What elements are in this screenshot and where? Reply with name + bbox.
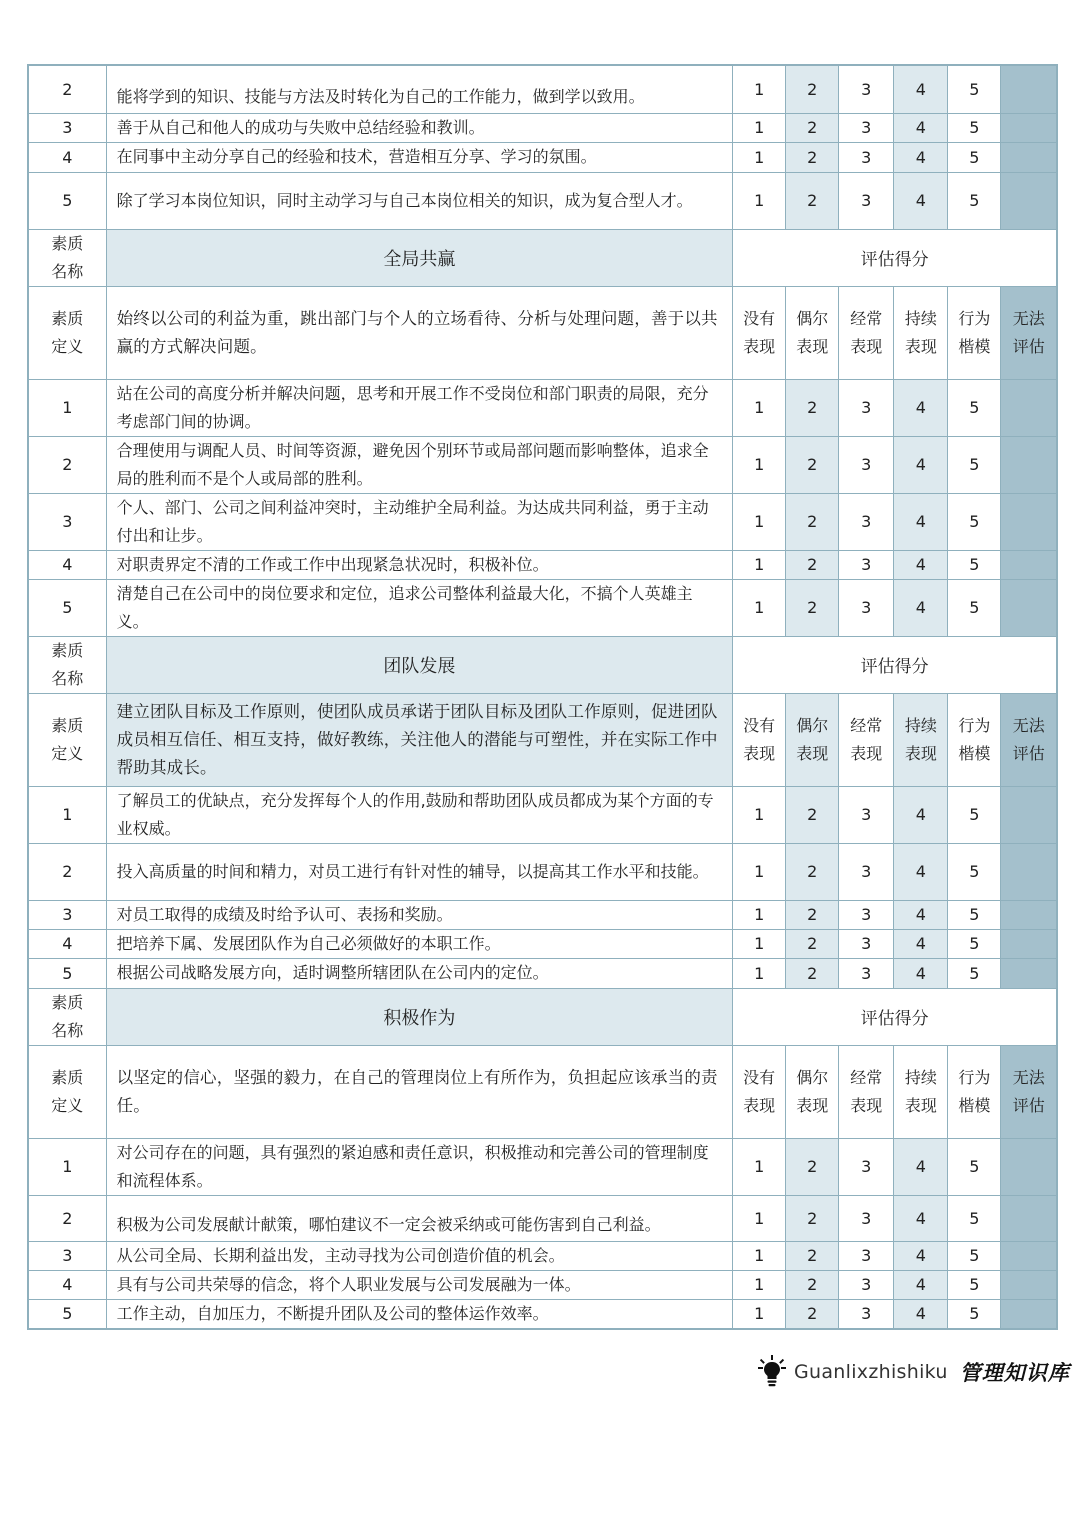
item-number: 3 <box>28 113 106 142</box>
item-number: 1 <box>28 786 106 843</box>
score-option-4[interactable]: 4 <box>894 1270 948 1299</box>
item-description: 对职责界定不清的工作或工作中出现紧急状况时，积极补位。 <box>106 550 733 579</box>
section-definition-row <box>28 286 1057 379</box>
item-row <box>28 1299 1057 1329</box>
quality-definition-label: 素质 定义 <box>28 286 106 379</box>
item-number: 2 <box>28 843 106 900</box>
score-option-5[interactable]: 5 <box>948 1138 1001 1195</box>
item-number: 2 <box>28 436 106 493</box>
section-title: 全局共赢 <box>106 229 733 286</box>
score-option-3[interactable]: 3 <box>839 1195 894 1241</box>
score-option-3[interactable]: 3 <box>839 1138 894 1195</box>
quality-name-label: 素质 名称 <box>28 636 106 693</box>
not-assessable-cell[interactable] <box>1001 900 1057 929</box>
section-title-row <box>28 636 1057 693</box>
level-header-2: 偶尔 表现 <box>786 693 839 786</box>
quality-definition-label: 素质 定义 <box>28 693 106 786</box>
score-option-1[interactable]: 1 <box>733 142 786 172</box>
not-assessable-cell[interactable] <box>1001 172 1057 229</box>
score-option-1[interactable]: 1 <box>733 1270 786 1299</box>
score-option-4[interactable]: 4 <box>894 786 948 843</box>
section-title: 积极作为 <box>106 988 733 1045</box>
score-option-4[interactable]: 4 <box>894 579 948 636</box>
item-number: 2 <box>28 65 106 113</box>
score-option-3[interactable]: 3 <box>839 142 894 172</box>
item-number: 3 <box>28 900 106 929</box>
score-option-2[interactable]: 2 <box>786 172 839 229</box>
not-assessable-cell[interactable] <box>1001 436 1057 493</box>
score-option-1[interactable]: 1 <box>733 929 786 958</box>
score-option-5[interactable]: 5 <box>948 65 1001 113</box>
level-header-6: 无法 评估 <box>1001 286 1057 379</box>
level-header-5: 行为 楷模 <box>948 693 1001 786</box>
level-header-1: 没有 表现 <box>733 1045 786 1138</box>
score-option-4[interactable]: 4 <box>894 436 948 493</box>
level-header-4: 持续 表现 <box>894 1045 948 1138</box>
level-header-4: 持续 表现 <box>894 286 948 379</box>
score-option-2[interactable]: 2 <box>786 929 839 958</box>
score-option-2[interactable]: 2 <box>786 142 839 172</box>
lightbulb-icon <box>758 1355 786 1389</box>
item-description: 站在公司的高度分析并解决问题，思考和开展工作不受岗位和部门职责的局限，充分考虑部门间的协调。 <box>106 379 733 436</box>
score-option-3[interactable]: 3 <box>839 929 894 958</box>
score-option-1[interactable]: 1 <box>733 958 786 988</box>
score-option-5[interactable]: 5 <box>948 786 1001 843</box>
score-option-5[interactable]: 5 <box>948 436 1001 493</box>
item-row <box>28 113 1057 142</box>
level-header-2: 偶尔 表现 <box>786 1045 839 1138</box>
score-option-3[interactable]: 3 <box>839 1241 894 1270</box>
item-number: 4 <box>28 929 106 958</box>
not-assessable-cell[interactable] <box>1001 65 1057 113</box>
item-number: 5 <box>28 1299 106 1329</box>
score-option-3[interactable]: 3 <box>839 1270 894 1299</box>
score-option-1[interactable]: 1 <box>733 65 786 113</box>
score-option-2[interactable]: 2 <box>786 493 839 550</box>
level-header-3: 经常 表现 <box>839 286 894 379</box>
score-option-4[interactable]: 4 <box>894 379 948 436</box>
score-option-3[interactable]: 3 <box>839 579 894 636</box>
level-header-3: 经常 表现 <box>839 1045 894 1138</box>
score-option-5[interactable]: 5 <box>948 929 1001 958</box>
score-option-1[interactable]: 1 <box>733 172 786 229</box>
not-assessable-cell[interactable] <box>1001 1241 1057 1270</box>
not-assessable-cell[interactable] <box>1001 1138 1057 1195</box>
score-option-3[interactable]: 3 <box>839 843 894 900</box>
score-option-3[interactable]: 3 <box>839 786 894 843</box>
evaluation-score-label: 评估得分 <box>733 636 1057 693</box>
item-description: 了解员工的优缺点，充分发挥每个人的作用,鼓励和帮助团队成员都成为某个方面的专业权威。 <box>106 786 733 843</box>
item-row <box>28 1138 1057 1195</box>
score-option-5[interactable]: 5 <box>948 1299 1001 1329</box>
evaluation-score-label: 评估得分 <box>733 229 1057 286</box>
level-header-6: 无法 评估 <box>1001 1045 1057 1138</box>
score-option-4[interactable]: 4 <box>894 172 948 229</box>
score-option-1[interactable]: 1 <box>733 550 786 579</box>
section-definition-row <box>28 1045 1057 1138</box>
item-description: 工作主动，自加压力，不断提升团队及公司的整体运作效率。 <box>106 1299 733 1329</box>
score-option-4[interactable]: 4 <box>894 113 948 142</box>
score-option-5[interactable]: 5 <box>948 843 1001 900</box>
item-row <box>28 900 1057 929</box>
item-row <box>28 550 1057 579</box>
score-option-5[interactable]: 5 <box>948 493 1001 550</box>
item-description: 合理使用与调配人员、时间等资源，避免因个别环节或局部问题而影响整体，追求全局的胜利而不是个人或局部的胜利。 <box>106 436 733 493</box>
not-assessable-cell[interactable] <box>1001 379 1057 436</box>
item-description: 善于从自己和他人的成功与失败中总结经验和教训。 <box>106 113 733 142</box>
not-assessable-cell[interactable] <box>1001 579 1057 636</box>
not-assessable-cell[interactable] <box>1001 929 1057 958</box>
level-header-4: 持续 表现 <box>894 693 948 786</box>
score-option-5[interactable]: 5 <box>948 1241 1001 1270</box>
score-option-5[interactable]: 5 <box>948 958 1001 988</box>
score-option-5[interactable]: 5 <box>948 142 1001 172</box>
score-option-4[interactable]: 4 <box>894 1299 948 1329</box>
section-definition: 始终以公司的利益为重，跳出部门与个人的立场看待、分析与处理问题，善于以共赢的方式解决问题。 <box>106 286 733 379</box>
section-title-row <box>28 988 1057 1045</box>
score-option-1[interactable]: 1 <box>733 436 786 493</box>
item-number: 2 <box>28 1195 106 1241</box>
item-description: 积极为公司发展献计献策，哪怕建议不一定会被采纳或可能伤害到自己利益。 <box>106 1195 733 1241</box>
item-number: 4 <box>28 1270 106 1299</box>
brand-latin: Guanlixzhishiku <box>794 1361 948 1383</box>
not-assessable-cell[interactable] <box>1001 550 1057 579</box>
item-description: 把培养下属、发展团队作为自己必须做好的本职工作。 <box>106 929 733 958</box>
section-title-row <box>28 229 1057 286</box>
level-header-6: 无法 评估 <box>1001 693 1057 786</box>
score-option-1[interactable]: 1 <box>733 1241 786 1270</box>
score-option-1[interactable]: 1 <box>733 579 786 636</box>
score-option-5[interactable]: 5 <box>948 1270 1001 1299</box>
item-row <box>28 929 1057 958</box>
competency-table <box>27 64 1058 1330</box>
section-definition-row <box>28 693 1057 786</box>
score-option-2[interactable]: 2 <box>786 900 839 929</box>
score-option-2[interactable]: 2 <box>786 436 839 493</box>
score-option-2[interactable]: 2 <box>786 1241 839 1270</box>
score-option-5[interactable]: 5 <box>948 900 1001 929</box>
quality-definition-label: 素质 定义 <box>28 1045 106 1138</box>
score-option-1[interactable]: 1 <box>733 1195 786 1241</box>
score-option-3[interactable]: 3 <box>839 172 894 229</box>
level-header-5: 行为 楷模 <box>948 286 1001 379</box>
score-option-4[interactable]: 4 <box>894 1138 948 1195</box>
item-row <box>28 1241 1057 1270</box>
score-option-4[interactable]: 4 <box>894 958 948 988</box>
score-option-2[interactable]: 2 <box>786 958 839 988</box>
item-row <box>28 579 1057 636</box>
score-option-1[interactable]: 1 <box>733 843 786 900</box>
score-option-3[interactable]: 3 <box>839 113 894 142</box>
item-number: 1 <box>28 1138 106 1195</box>
score-option-3[interactable]: 3 <box>839 493 894 550</box>
score-option-4[interactable]: 4 <box>894 1241 948 1270</box>
not-assessable-cell[interactable] <box>1001 493 1057 550</box>
section-definition: 以坚定的信心，坚强的毅力，在自己的管理岗位上有所作为，负担起应该承当的责任。 <box>106 1045 733 1138</box>
item-number: 1 <box>28 379 106 436</box>
not-assessable-cell[interactable] <box>1001 843 1057 900</box>
item-description: 具有与公司共荣辱的信念，将个人职业发展与公司发展融为一体。 <box>106 1270 733 1299</box>
score-option-5[interactable]: 5 <box>948 379 1001 436</box>
score-option-2[interactable]: 2 <box>786 1138 839 1195</box>
item-number: 4 <box>28 550 106 579</box>
score-option-2[interactable]: 2 <box>786 1299 839 1329</box>
not-assessable-cell[interactable] <box>1001 786 1057 843</box>
level-header-2: 偶尔 表现 <box>786 286 839 379</box>
not-assessable-cell[interactable] <box>1001 142 1057 172</box>
score-option-5[interactable]: 5 <box>948 172 1001 229</box>
score-option-3[interactable]: 3 <box>839 65 894 113</box>
item-number: 3 <box>28 1241 106 1270</box>
item-row <box>28 65 1057 113</box>
not-assessable-cell[interactable] <box>1001 1270 1057 1299</box>
evaluation-score-label: 评估得分 <box>733 988 1057 1045</box>
item-description: 根据公司战略发展方向，适时调整所辖团队在公司内的定位。 <box>106 958 733 988</box>
score-option-4[interactable]: 4 <box>894 843 948 900</box>
item-number: 5 <box>28 958 106 988</box>
item-number: 5 <box>28 172 106 229</box>
item-description: 投入高质量的时间和精力，对员工进行有针对性的辅导，以提高其工作水平和技能。 <box>106 843 733 900</box>
score-option-5[interactable]: 5 <box>948 1195 1001 1241</box>
score-option-5[interactable]: 5 <box>948 113 1001 142</box>
level-header-1: 没有 表现 <box>733 286 786 379</box>
score-option-3[interactable]: 3 <box>839 436 894 493</box>
level-header-5: 行为 楷模 <box>948 1045 1001 1138</box>
item-row <box>28 1270 1057 1299</box>
item-description: 对公司存在的问题，具有强烈的紧迫感和责任意识，积极推动和完善公司的管理制度和流程体系。 <box>106 1138 733 1195</box>
section-title: 团队发展 <box>106 636 733 693</box>
item-row <box>28 142 1057 172</box>
item-description: 清楚自己在公司中的岗位要求和定位，追求公司整体利益最大化，不搞个人英雄主义。 <box>106 579 733 636</box>
item-description: 能将学到的知识、技能与方法及时转化为自己的工作能力，做到学以致用。 <box>106 65 733 113</box>
item-number: 3 <box>28 493 106 550</box>
item-row <box>28 172 1057 229</box>
score-option-2[interactable]: 2 <box>786 843 839 900</box>
score-option-1[interactable]: 1 <box>733 900 786 929</box>
item-number: 4 <box>28 142 106 172</box>
score-option-1[interactable]: 1 <box>733 493 786 550</box>
item-row <box>28 958 1057 988</box>
item-description: 对员工取得的成绩及时给予认可、表扬和奖励。 <box>106 900 733 929</box>
brand-footer <box>758 1352 1070 1392</box>
score-option-1[interactable]: 1 <box>733 1138 786 1195</box>
quality-name-label: 素质 名称 <box>28 988 106 1045</box>
level-header-3: 经常 表现 <box>839 693 894 786</box>
score-option-5[interactable]: 5 <box>948 550 1001 579</box>
score-option-1[interactable]: 1 <box>733 113 786 142</box>
score-option-3[interactable]: 3 <box>839 550 894 579</box>
item-row <box>28 786 1057 843</box>
item-row <box>28 843 1057 900</box>
item-row <box>28 436 1057 493</box>
score-option-4[interactable]: 4 <box>894 929 948 958</box>
score-option-2[interactable]: 2 <box>786 113 839 142</box>
not-assessable-cell[interactable] <box>1001 1299 1057 1329</box>
score-option-4[interactable]: 4 <box>894 142 948 172</box>
item-description: 从公司全局、长期利益出发，主动寻找为公司创造价值的机会。 <box>106 1241 733 1270</box>
score-option-4[interactable]: 4 <box>894 493 948 550</box>
score-option-2[interactable]: 2 <box>786 579 839 636</box>
item-row <box>28 379 1057 436</box>
score-option-1[interactable]: 1 <box>733 379 786 436</box>
item-description: 在同事中主动分享自己的经验和技术，营造相互分享、学习的氛围。 <box>106 142 733 172</box>
not-assessable-cell[interactable] <box>1001 1195 1057 1241</box>
score-option-3[interactable]: 3 <box>839 379 894 436</box>
score-option-2[interactable]: 2 <box>786 379 839 436</box>
score-option-2[interactable]: 2 <box>786 1195 839 1241</box>
not-assessable-cell[interactable] <box>1001 113 1057 142</box>
item-row <box>28 493 1057 550</box>
score-option-4[interactable]: 4 <box>894 900 948 929</box>
score-option-2[interactable]: 2 <box>786 550 839 579</box>
score-option-5[interactable]: 5 <box>948 579 1001 636</box>
quality-name-label: 素质 名称 <box>28 229 106 286</box>
item-row <box>28 1195 1057 1241</box>
score-option-1[interactable]: 1 <box>733 1299 786 1329</box>
score-option-2[interactable]: 2 <box>786 786 839 843</box>
score-option-2[interactable]: 2 <box>786 1270 839 1299</box>
item-number: 5 <box>28 579 106 636</box>
score-option-2[interactable]: 2 <box>786 65 839 113</box>
section-definition: 建立团队目标及工作原则，使团队成员承诺于团队目标及团队工作原则，促进团队成员相互信任、相互支持，做好教练，关注他人的潜能与可塑性，并在实际工作中帮助其成长。 <box>106 693 733 786</box>
score-option-3[interactable]: 3 <box>839 958 894 988</box>
brand-cn: 管理知识库 <box>959 1360 1070 1385</box>
item-description: 个人、部门、公司之间利益冲突时，主动维护全局利益。为达成共同利益，勇于主动付出和让步。 <box>106 493 733 550</box>
not-assessable-cell[interactable] <box>1001 958 1057 988</box>
score-option-4[interactable]: 4 <box>894 65 948 113</box>
score-option-4[interactable]: 4 <box>894 550 948 579</box>
score-option-3[interactable]: 3 <box>839 900 894 929</box>
score-option-4[interactable]: 4 <box>894 1195 948 1241</box>
level-header-1: 没有 表现 <box>733 693 786 786</box>
score-option-3[interactable]: 3 <box>839 1299 894 1329</box>
score-option-1[interactable]: 1 <box>733 786 786 843</box>
item-description: 除了学习本岗位知识，同时主动学习与自己本岗位相关的知识，成为复合型人才。 <box>106 172 733 229</box>
